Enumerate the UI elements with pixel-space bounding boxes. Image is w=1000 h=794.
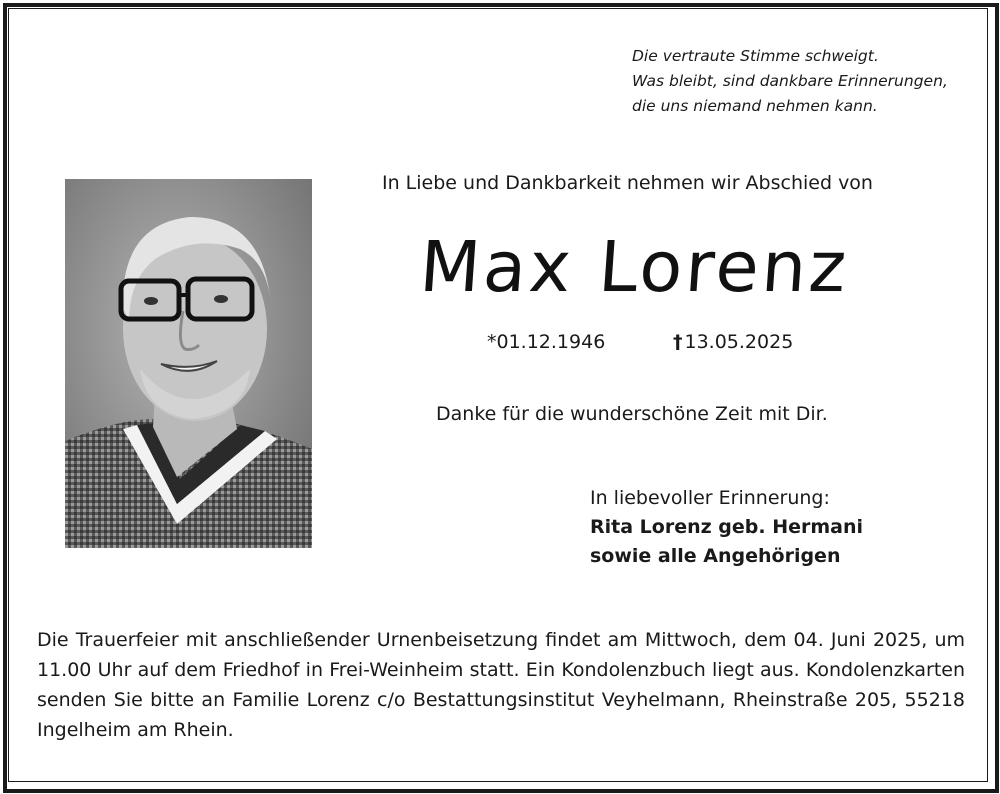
mourner-name: Rita Lorenz geb. Hermani [590,516,864,538]
quote-line: Die vertraute Stimme schweigt. [632,47,879,65]
death-date-block [673,331,793,353]
farewell-intro: In Liebe und Dankbarkeit nehmen wir Abschied von [382,172,873,194]
mourners-heading: In liebevoller Erinnerung: [590,487,830,509]
portrait-photo [65,179,312,548]
deceased-name: Max Lorenz [417,226,852,308]
mourner-relatives: sowie alle Angehörigen [590,545,841,567]
portrait-image [65,179,312,548]
birth-date: *01.12.1946 [487,331,606,353]
thanks-line: Danke für die wunderschöne Zeit mit Dir. [436,403,828,425]
death-date: 13.05.2025 [684,331,794,353]
quote-line: die uns niemand nehmen kann. [632,97,878,115]
quote-line: Was bleibt, sind dankbare Erinnerungen, [632,72,948,90]
mourners-block [590,484,863,571]
memorial-quote [632,44,982,119]
cross-icon: † [673,331,683,353]
service-info: Die Trauerfeier mit anschließender Urnenbeisetzung findet am Mittwoch, dem 04. Juni 2025, um 11.00 Uhr auf dem Friedhof in Frei-Weinheim statt. Ein Kondolenzbuch liegt aus. Kondolenzkarten senden Sie bitte an Familie Lorenz c/o Bestattungsinstitut Veyhelmann, Rheinstraße 205, 55218 Ingelheim am Rhein. [37,629,965,741]
